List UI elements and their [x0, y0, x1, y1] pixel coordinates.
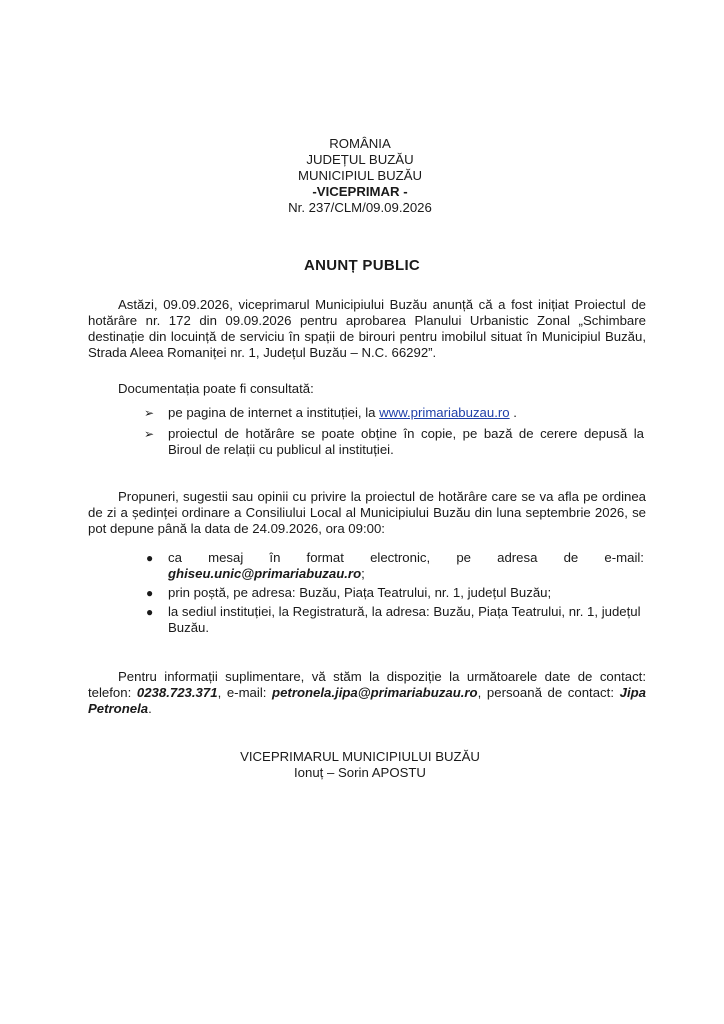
word: ca — [168, 550, 182, 565]
contact-paragraph — [88, 669, 646, 717]
contact-person-label: , persoană de contact: — [477, 685, 620, 700]
word: e-mail: — [604, 550, 644, 565]
email-intro-line — [168, 550, 644, 566]
signature-block — [200, 749, 520, 781]
contact-phone: 0238.723.371 — [136, 685, 218, 700]
intro-paragraph — [88, 297, 646, 361]
document-header — [200, 136, 520, 216]
page-title: ANUNȚ PUBLIC — [303, 257, 421, 274]
submission-list — [144, 550, 644, 639]
office-address: la sediul instituției, la Registratură, la adresa: Buzău, Piața Teatrului, nr. 1, județul Buzău. — [168, 604, 641, 635]
contact-email-label: , e-mail: — [217, 685, 273, 700]
list-item — [144, 585, 644, 601]
consult-item-prefix: pe pagina de internet a instituției, la — [168, 405, 380, 420]
word: format — [306, 550, 344, 565]
post-address: prin poștă, pe adresa: Buzău, Piața Teatrului, nr. 1, județul Buzău; — [168, 585, 552, 600]
consult-item-text: proiectul de hotărâre se poate obține în copie, pe bază de cerere depusă la Biroul de relații cu publicul al instituției. — [168, 426, 644, 457]
header-registration-number: Nr. 237/CLM/09.09.2026 — [288, 200, 432, 215]
contact-person: Jipa Petronela — [88, 685, 646, 716]
header-office: -VICEPRIMAR - — [312, 184, 408, 199]
proposals-paragraph — [88, 489, 646, 537]
arrow-bullet-icon: ➢ — [144, 427, 155, 441]
dot-bullet-icon: ● — [146, 586, 154, 600]
list-item — [144, 550, 644, 582]
consult-item-suffix: . — [509, 405, 517, 420]
consult-heading: Documentația poate fi consultată: — [118, 381, 314, 396]
list-item — [144, 405, 644, 421]
header-municipality: MUNICIPIUL BUZĂU — [297, 168, 423, 183]
word: electronic, — [370, 550, 431, 565]
word: mesaj — [208, 550, 244, 565]
submission-email[interactable]: ghiseu.unic@primariabuzau.ro — [168, 566, 362, 581]
arrow-bullet-icon: ➢ — [144, 406, 155, 420]
list-item — [144, 604, 644, 636]
intro-text: Astăzi, 09.09.2026, viceprimarul Municipiului Buzău anunță că a fost inițiat Proiectul de hotărâre nr. 172 din 09.09.2026 pentru aprobarea Planului Urbanistic Zonal „Schimbare destinație din locuință de serviciu în spații de birouri pentru imobilul situat în Municipiul Buzău, Strada Aleea Romaniței nr. 1, Județul Buzău – N.C. 66292”. — [88, 297, 646, 360]
dot-bullet-icon: ● — [146, 551, 154, 565]
email-suffix: ; — [361, 566, 365, 581]
header-country: ROMÂNIA — [329, 136, 391, 151]
consult-list — [144, 405, 644, 463]
list-item — [144, 426, 644, 458]
signature-title: VICEPRIMARUL MUNICIPIULUI BUZĂU — [240, 749, 480, 764]
website-link[interactable]: www.primariabuzau.ro — [379, 405, 510, 420]
word: adresa — [497, 550, 538, 565]
contact-prefix: Pentru informații suplimentare, vă stăm la dispoziție la următoarele date de contact: telefon: — [88, 669, 646, 700]
header-county: JUDEȚUL BUZĂU — [306, 152, 414, 167]
proposals-text: Propuneri, sugestii sau opinii cu privire la proiectul de hotărâre care se va afla pe ordinea de zi a ședinței ordinare a Consiliului Local al Municipiului Buzău din luna septembrie 2026, se pot depune până la data de 24.09.2026, ora 09:00: — [88, 489, 646, 536]
word: în — [269, 550, 281, 565]
word: pe — [456, 550, 471, 565]
dot-bullet-icon: ● — [146, 605, 154, 619]
contact-email[interactable]: petronela.jipa@primariabuzau.ro — [272, 685, 478, 700]
signature-name: Ionuț – Sorin APOSTU — [294, 765, 426, 780]
contact-end: . — [148, 701, 152, 716]
word: de — [563, 550, 579, 565]
